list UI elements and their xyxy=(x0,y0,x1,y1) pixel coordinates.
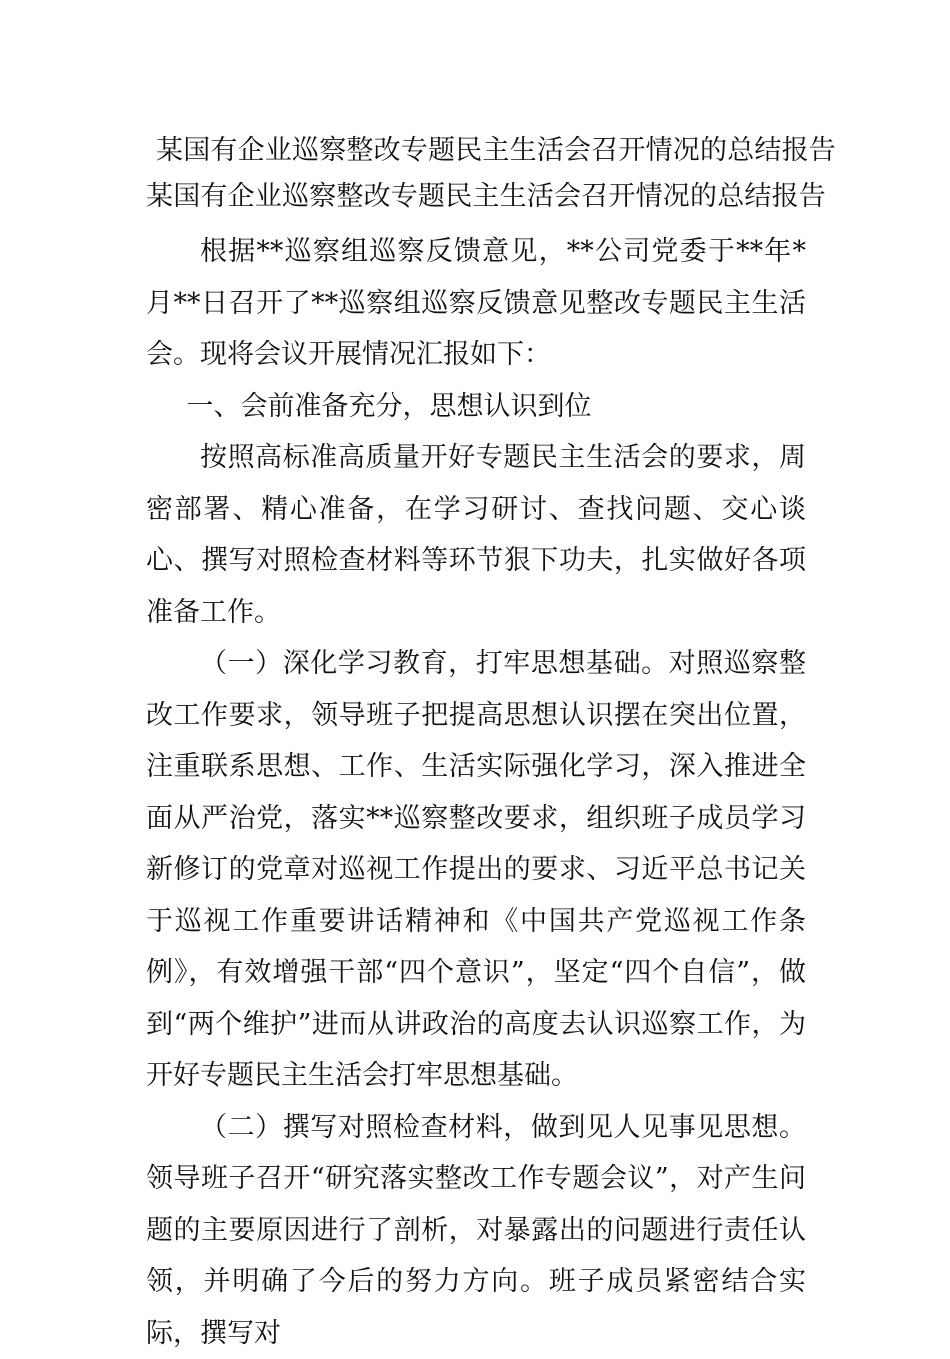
document-title: 某国有企业巡察整改专题民主生活会召开情况的总结报告 xyxy=(156,128,806,174)
section-heading-1: 一、会前准备充分，思想认识到位 xyxy=(146,381,806,433)
section-1-item-1: （一）深化学习教育，打牢思想基础。对照巡察整改工作要求，领导班子把提高思想认识摆在突出位置，注重联系思想、工作、生活实际强化学习，深入推进全面从严治党，落实**巡察整改要求，组织班子成员学习新修订的党章对巡视工作提出的要求、习近平总书记关于巡视工作重要讲话精神和《中国共产党巡视工作条例》，有效增强干部“四个意识”，坚定“四个自信”，做到“两个维护”进而从讲政治的高度去认识巡察工作，为开好专题民主生活会打牢思想基础。 xyxy=(146,638,806,1102)
document-title-repeat: 某国有企业巡察整改专题民主生活会召开情况的总结报告 xyxy=(146,174,806,220)
section-1-item-2: （二）撰写对照检查材料，做到见人见事见思想。领导班子召开“研究落实整改工作专题会议”，对产生问题的主要原因进行了剖析，对暴露出的问题进行责任认领，并明确了今后的努力方向。班子成员紧密结合实际，撰写对 xyxy=(146,1102,806,1359)
document-body xyxy=(146,128,806,1359)
section-1-paragraph: 按照高标准高质量开好专题民主生活会的要求，周密部署、精心准备，在学习研讨、查找问题、交心谈心、撰写对照检查材料等环节狠下功夫，扎实做好各项准备工作。 xyxy=(146,432,806,638)
intro-paragraph: 根据**巡察组巡察反馈意见，**公司党委于**年*月**日召开了**巡察组巡察反馈意见整改专题民主生活会。现将会议开展情况汇报如下： xyxy=(146,226,806,381)
